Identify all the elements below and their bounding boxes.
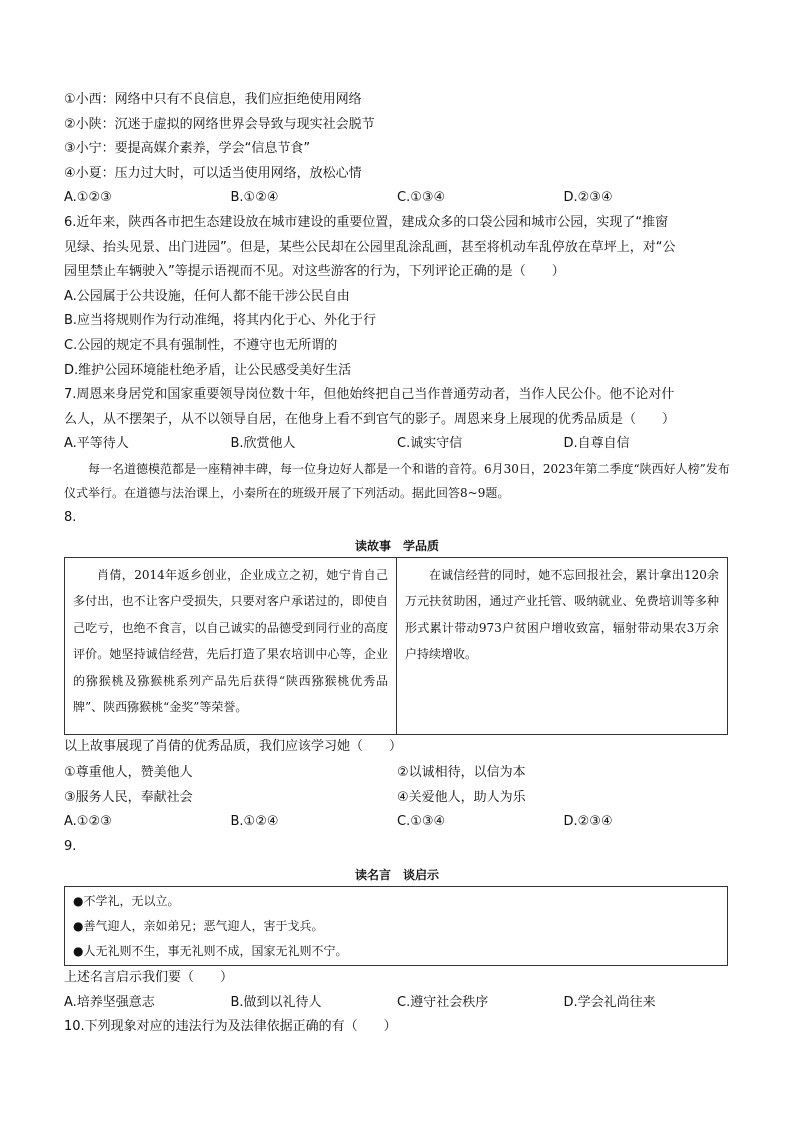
q8-story-table [64,557,728,735]
q5-option-a: A.①②③ [64,190,112,206]
q9-quote: ●善气迎人，亲如弟兄；恶气迎人，害于戈兵。 [73,919,324,934]
q9-stem: 上述名言启示我们要（ ） [64,970,234,986]
q6-option-b: B.应当将规则作为行动准绳，将其内化于心、外化于行 [64,313,377,329]
q5-options [64,186,730,211]
q8-statements-row [64,785,730,810]
q8-number: 8. [64,509,77,525]
q10-stem: 10.下列现象对应的违法行为及法律依据正确的有（ ） [64,1019,397,1035]
q8-statement: ③服务人民，奉献社会 [64,789,193,805]
q8-option-c: C.①③④ [397,813,446,829]
q6-stem [64,211,730,285]
q6-option-c: C.公园的规定不具有强制性，不遵守也无所谓的 [64,337,338,353]
q9-option-b: B.做到以礼待人 [230,994,322,1010]
q5-option-d: D.②③④ [563,190,613,206]
q6-stem-line: 见绿、抬头见景、出门进园”。但是，某些公民却在公园里乱涂乱画，甚至将机动车乱停放在草坪上，对“公 [64,239,676,255]
q7-stem [64,383,730,432]
material-intro: 每一名道德模范都是一座精神丰碑，每一位身边好人都是一个和谐的音符。6月30日，2023年第二季度“陕西好人榜”发布仪式举行。在道德与法治课上，小秦所在的班级开展了下列活动。据此回答8~9题。 [64,461,730,500]
q7-options [64,432,730,457]
q8-option-d: D.②③④ [563,813,613,829]
q9-option-d: D.学会礼尚往来 [563,994,656,1010]
q7-stem-line: 么人，从不摆架子，从不以领导自居，在他身上看不到官气的影子。周恩来身上展现的优秀品质是（ ） [64,411,676,427]
q8-story-left: 肖倩，2014年返乡创业，企业成立之初，她宁肯自己多付出，也不让客户受损失，只要对客户承诺过的，即使自己吃亏，也绝不食言，以自己诚实的品德受到同行业的高度评价。她坚持诚信经营，先后打造了果农培训中心等，企业的猕猴桃及猕猴桃系列产品先后获得“陕西猕猴桃优秀品牌”、陕西猕猴桃“金奖”等荣誉。 [73,567,388,715]
q6-option-a: A.公园属于公共设施，任何人都不能干涉公民自由 [64,288,350,304]
q6-options [64,285,730,383]
q5-statement: ②小陕：沉迷于虚拟的网络世界会导致与现实社会脱节 [64,116,375,132]
q7-option-c: C.诚实守信 [397,436,463,452]
q6-option-d: D.维护公园环境能杜绝矛盾，让公民感受美好生活 [64,362,352,378]
q8-option-a: A.①②③ [64,813,112,829]
q5-option-b: B.①②④ [230,190,279,206]
q8-option-b: B.①②④ [230,813,279,829]
q7-option-a: A.平等待人 [64,436,129,452]
q5-statements [64,88,730,186]
q9-options [64,991,730,1016]
q7-option-b: B.欣赏他人 [230,436,296,452]
q5-option-c: C.①③④ [397,190,446,206]
q6-stem-line: 6.近年来，陕西各市把生态建设放在城市建设的重要位置，建成众多的口袋公园和城市公园，实现了“推窗 [64,214,669,230]
q8-story-right: 在诚信经营的同时，她不忘回报社会，累计拿出120余万元扶贫助困，通过产业托管、吸纳就业、免费培训等多种形式累计带动973户贫困户增收致富，辐射带动果农3万余户持续增收。 [396,558,727,734]
q9-option-c: C.遵守社会秩序 [397,994,489,1010]
q9-box-title: 读名言 谈启示 [354,868,439,883]
q5-statement: ③小宁：要提高媒介素养，学会“信息节食” [64,141,311,157]
q9-quote-box [64,886,728,966]
q8-statement: ①尊重他人，赞美他人 [64,764,193,780]
q8-statements-row [64,760,730,785]
q5-statement: ④小夏：压力过大时，可以适当使用网络，放松心情 [64,165,362,181]
q8-stem: 以上故事展现了肖倩的优秀品质，我们应该学习她（ ） [64,738,403,754]
q8-options [64,810,730,835]
q9-option-a: A.培养坚强意志 [64,994,155,1010]
q9-quote: ●人无礼则不生，事无礼则不成，国家无礼则不宁。 [73,944,348,959]
q9-number: 9. [64,839,77,855]
q8-statement: ④关爱他人，助人为乐 [397,789,526,805]
q7-option-d: D.自尊自信 [563,436,630,452]
q9-quote: ●不学礼，无以立。 [73,894,180,909]
q8-statement: ②以诚相待，以信为本 [397,764,526,780]
q6-stem-line: 园里禁止车辆驶入”等提示语视而不见。对这些游客的行为，下列评论正确的是（ ） [64,264,565,280]
q5-statement: ①小西：网络中只有不良信息，我们应拒绝使用网络 [64,92,362,107]
q7-stem-line: 7.周恩来身居党和国家重要领导岗位数十年，但他始终把自己当作普通劳动者，当作人民公仆。他不论对什 [64,387,675,403]
q8-box-title: 读故事 学品质 [354,538,439,553]
